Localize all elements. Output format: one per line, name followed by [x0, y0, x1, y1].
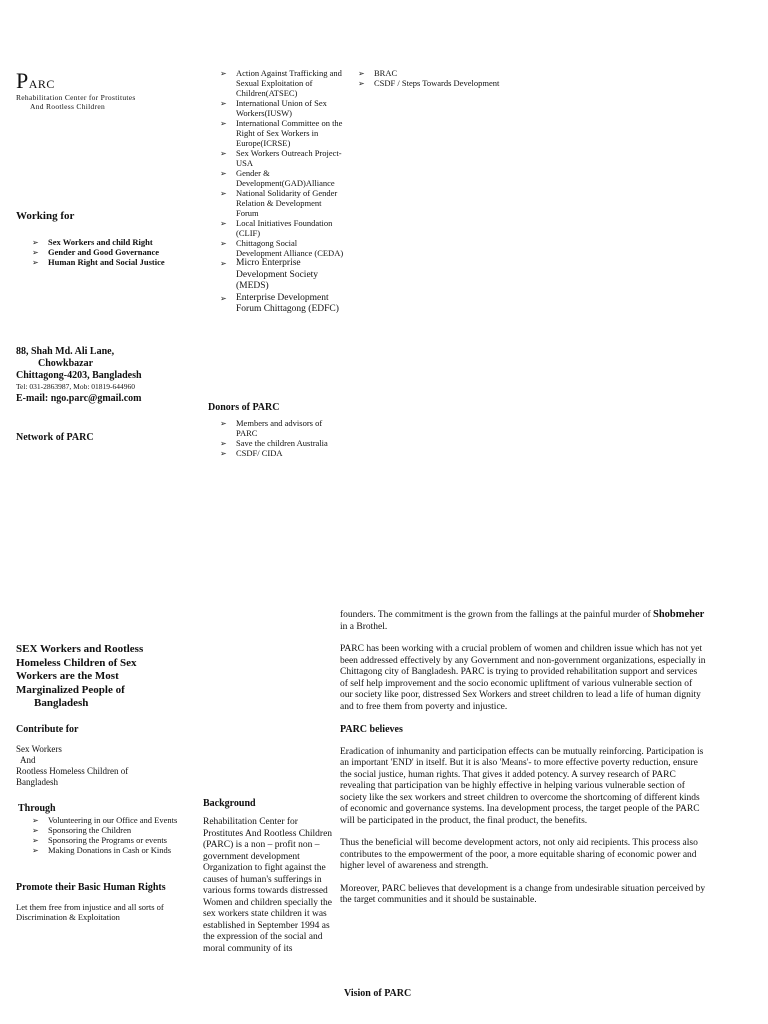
paragraph-believes: Eradication of inhumanity and participation effects can be mutually reinforcing. Participation is an important 'END' in itself. But it is also 'Means'- to more effective poverty reduction, ensure the social justice, human rights. That gives it added potency. A survey research of PARC revealing that participation van be highly effective in helping various vulnerable section of society like the sex workers and street children to overcome the shortcoming of different kinds of economic and governance systems. Ina development process, the target people of the PARC will be participated in the product, the final product, the benefits.: [340, 746, 704, 826]
slogan-text: SEX Workers and Rootless Homeless Children of Sex Workers are the Most Marginalized People of: [16, 643, 144, 696]
list-item: ➢ Sex Workers Outreach Project-USA: [220, 148, 344, 168]
paragraph-work: PARC has been working with a crucial problem of women and children issue which has not yet been addressed effectively by any Government and non-government organizations, especially in Chittagong city of Bangladesh. PARC is trying to provided rehabilitation support and services of self help improvement and the socio economic upliftment of various vulnerable section of our society like poor, distressed Sex Workers and street children to lead a life of human dignity and to free them from poverty and injustice.: [340, 644, 706, 712]
list-item: ➢ Human Right and Social Justice: [32, 257, 202, 267]
address-line3: Chittagong-4203, Bangladesh: [16, 370, 142, 381]
promote-heading: Promote their Basic Human Rights: [16, 882, 166, 893]
org-name-line2: And Rootless Children: [30, 102, 106, 111]
donors-list: [220, 418, 344, 458]
list-item: ➢ Sex Workers and child Right: [32, 237, 202, 247]
paragraph-moreover: Moreover, PARC believes that development is a change from undesirable situation perceived by the target communities and it should be sustainable.: [340, 883, 706, 905]
list-item: ➢ Volunteering in our Office and Events: [32, 815, 182, 825]
list-item: ➢ CSDF / Steps Towards Development: [358, 78, 558, 88]
background-heading: Background: [203, 798, 256, 809]
list-item: ➢ National Solidarity of Gender Relation & Development Forum: [220, 188, 344, 218]
list-item: ➢ Members and advisors of PARC: [220, 418, 344, 438]
list-item: ➢ Enterprise Development Forum Chittagong (EDFC): [220, 293, 344, 316]
slogan: [16, 643, 166, 711]
list-item: ➢ Making Donations in Cash or Kinds: [32, 845, 182, 855]
logo: [16, 68, 55, 94]
contribute-line2: And: [20, 755, 36, 765]
paragraph-founders: [340, 609, 706, 633]
list-item: ➢ Sponsoring the Programs or events: [32, 835, 182, 845]
network-list: [220, 68, 344, 316]
list-item: ➢ International Union of Sex Workers(IUSW): [220, 98, 344, 118]
phone: Tel: 031-2863987, Mob: 01819-644960: [16, 382, 136, 391]
promote-text: Let them free from injustice and all sorts of Discrimination & Exploitation: [16, 902, 164, 922]
list-item: ➢ Micro Enterprise Development Society (MEDS): [220, 258, 344, 293]
list-item: ➢ Action Against Trafficking and Sexual Exploitation of Children(ATSEC): [220, 68, 344, 98]
through-heading: Through: [18, 803, 56, 814]
p1-text: founders. The commitment is the grown from the fallings at the painful murder of: [340, 610, 651, 620]
contribute-heading: Contribute for: [16, 724, 79, 735]
list-item: ➢ CSDF/ CIDA: [220, 448, 344, 458]
slogan-last: Bangladesh: [34, 697, 89, 709]
contribute-text: [16, 744, 166, 788]
contribute-line3: Rootless Homeless Children of Bangladesh: [16, 766, 129, 787]
org-full-name: [16, 93, 136, 111]
working-for-heading: Working for: [16, 210, 75, 222]
paragraph-beneficial: Thus the beneficial will become development actors, not only aid recipients. This process also contributes to the empowerment of the poor, a more equitable sharing of economic power and higher level of awareness and strength.: [340, 838, 698, 871]
p1-end: in a Brothel.: [340, 621, 388, 632]
logo-initial: P: [16, 68, 29, 93]
network-list-col3: [358, 68, 558, 88]
email[interactable]: E-mail: ngo.parc@gmail.com: [16, 393, 142, 404]
contribute-line1: Sex Workers: [16, 744, 62, 754]
believes-heading: PARC believes: [340, 724, 403, 735]
working-for-list: [32, 237, 202, 267]
list-item: ➢ Local Initiatives Foundation (CLIF): [220, 218, 344, 238]
name-highlight: Shobmeher: [653, 609, 705, 620]
list-item: ➢ Chittagong Social Development Alliance (CEDA): [220, 238, 344, 258]
list-item: ➢ Gender & Development(GAD)Alliance: [220, 168, 344, 188]
list-item: ➢ BRAC: [358, 68, 558, 78]
background-text: Rehabilitation Center for Prostitutes And Rootless Children (PARC) is a non – profit non – government development Organization to fight against the causes of human's sufferings in various forms towards distressed Women and children specially the sex workers state children it was established in September 1994 as the expression of the social and moral community of its: [203, 817, 333, 954]
vision-heading: Vision of PARC: [344, 988, 412, 999]
org-name-line1: Rehabilitation Center for Prostitutes: [16, 93, 136, 102]
list-item: ➢ International Committee on the Right of Sex Workers in Europe(ICRSE): [220, 118, 344, 148]
network-heading: Network of PARC: [16, 432, 94, 443]
list-item: ➢ Save the children Australia: [220, 438, 344, 448]
through-list: [32, 815, 182, 855]
donors-heading: Donors of PARC: [208, 402, 280, 413]
address-line2: Chowkbazar: [38, 358, 94, 369]
list-item: ➢ Gender and Good Governance: [32, 247, 202, 257]
list-item: ➢ Sponsoring the Children: [32, 825, 182, 835]
right-column: [340, 609, 706, 918]
address-block: [16, 346, 142, 382]
logo-rest: ARC: [28, 77, 55, 91]
address-line1: 88, Shah Md. Ali Lane,: [16, 346, 115, 357]
